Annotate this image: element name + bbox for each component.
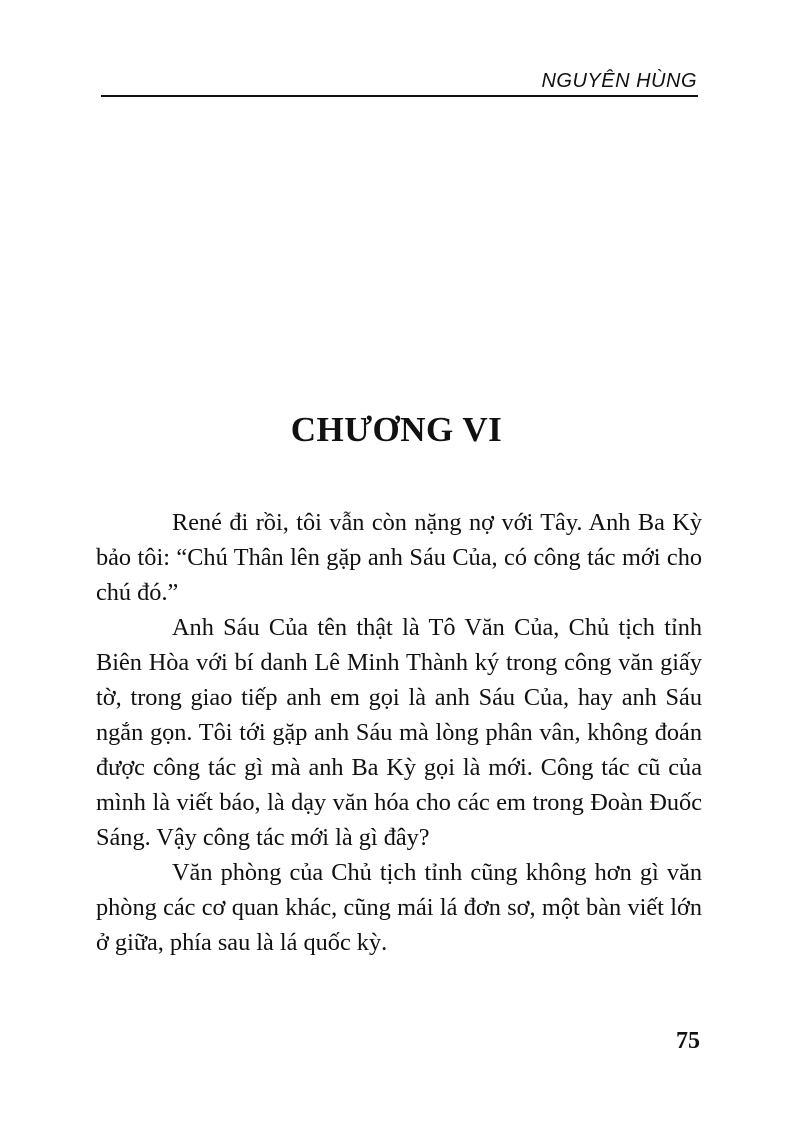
chapter-title: CHƯƠNG VI xyxy=(290,410,503,449)
paragraph: René đi rồi, tôi vẫn còn nặng nợ với Tây. Anh Ba Kỳ bảo tôi: “Chú Thân lên gặp anh Sáu Của, có công tác mới cho chú đó.” xyxy=(96,509,702,606)
paragraph: Anh Sáu Của tên thật là Tô Văn Của, Chủ tịch tỉnh Biên Hòa với bí danh Lê Minh Thành ký trong công văn giấy tờ, trong giao tiếp anh em gọi là anh Sáu Của, hay anh Sáu ngắn gọn. Tôi tới gặp anh Sáu mà lòng phân vân, không đoán được công tác gì mà anh Ba Kỳ gọi là mới. Công tác cũ của mình là viết báo, là dạy văn hóa cho các em trong Đoàn Đuốc Sáng. Vậy công tác mới là gì đây? xyxy=(96,614,702,851)
header-rule xyxy=(101,95,698,97)
page-number: 75 xyxy=(676,1028,700,1054)
body-text xyxy=(96,505,702,960)
running-header: NGUYÊN HÙNG xyxy=(541,70,697,92)
paragraph: Văn phòng của Chủ tịch tỉnh cũng không hơn gì văn phòng các cơ quan khác, cũng mái lá đơn sơ, một bàn viết lớn ở giữa, phía sau là lá quốc kỳ. xyxy=(96,859,702,956)
